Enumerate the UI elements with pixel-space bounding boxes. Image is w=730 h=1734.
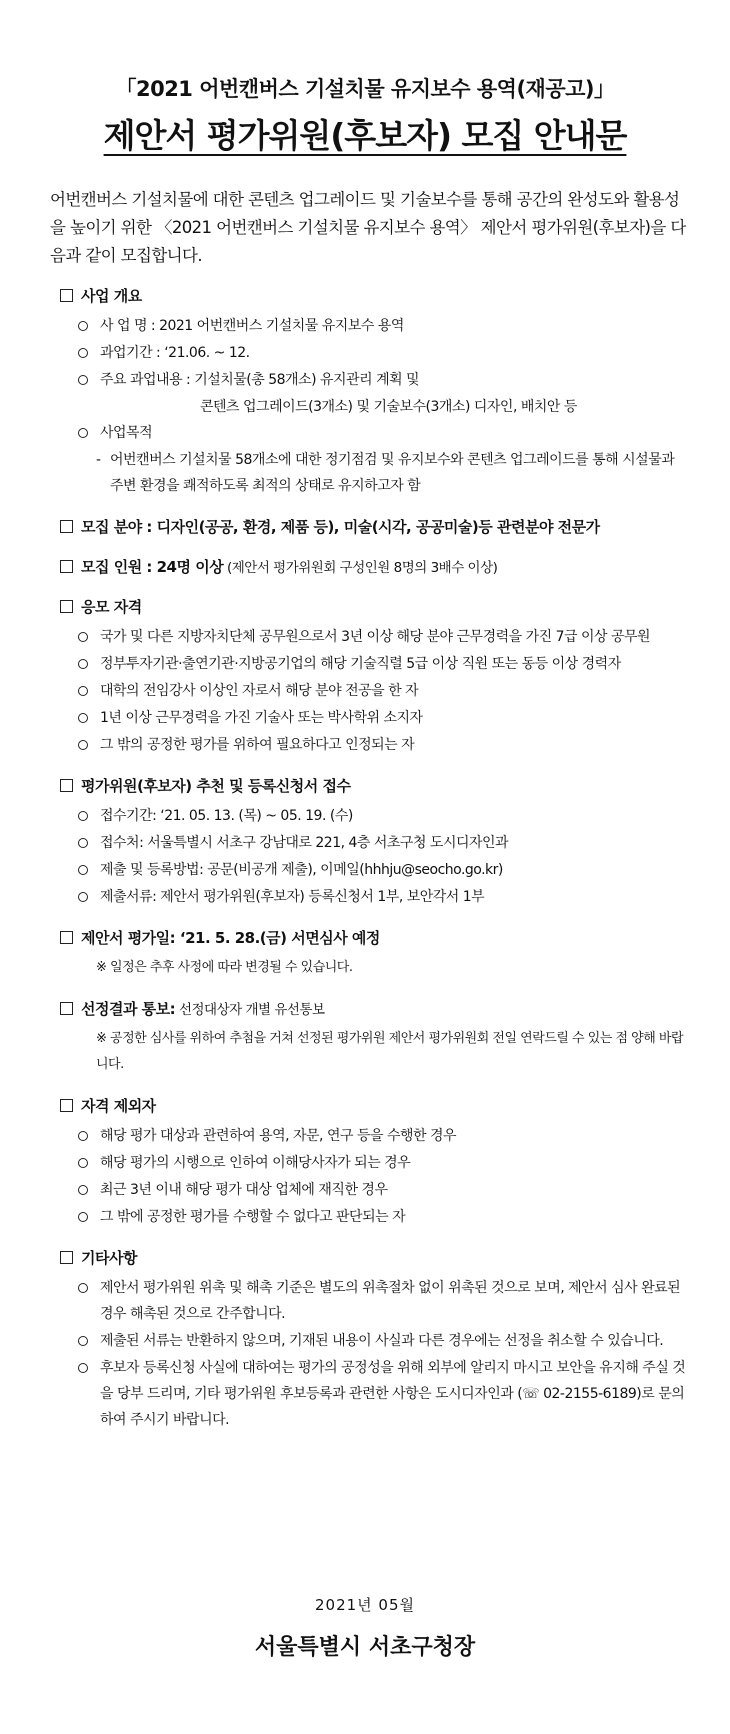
document-title — [0, 110, 730, 157]
list-item — [60, 340, 690, 366]
circle-bullet-icon — [78, 321, 88, 331]
circle-bullet-icon — [78, 1212, 88, 1222]
section-heading-text: 사업 개요 — [81, 287, 142, 305]
document-subtitle: 「2021 어번캔버스 기설치물 유지보수 용역(재공고)」 — [115, 77, 615, 101]
list-item-text: 제출서류: 제안서 평가위원(후보자) 등록신청서 1부, 보안각서 1부 — [100, 889, 485, 905]
list-item-text: 해당 평가 대상과 관련하여 용역, 자문, 연구 등을 수행한 경우 — [100, 1128, 457, 1144]
list-item-text: 제안서 평가위원 위촉 및 해촉 기준은 별도의 위촉절차 없이 위촉된 것으로 보며, 제안서 심사 완료된 경우 해촉된 것으로 간주합니다. — [100, 1280, 681, 1322]
section-heading — [60, 1246, 690, 1270]
list-item — [60, 1177, 690, 1203]
list-item — [60, 830, 690, 856]
list-item-text: 과업기간 : ‘21.06. ~ 12. — [100, 345, 250, 361]
dash-bullet-icon: - — [96, 452, 101, 468]
circle-bullet-icon — [78, 1283, 88, 1293]
section-heading-detail: (제안서 평가위원회 구성인원 8명의 3배수 이상) — [223, 560, 498, 576]
circle-bullet-icon — [78, 740, 88, 750]
section-heading — [60, 555, 690, 579]
section-heading — [60, 284, 690, 308]
list-item-text: 그 밖에 공정한 평가를 수행할 수 없다고 판단되는 자 — [100, 1209, 406, 1225]
circle-bullet-icon — [78, 838, 88, 848]
section-heading-text: 응모 자격 — [81, 598, 142, 616]
list-item — [60, 1355, 690, 1433]
section — [60, 284, 690, 499]
circle-bullet-icon — [78, 659, 88, 669]
section-heading-text: 모집 인원 : 24명 이상 — [81, 558, 224, 576]
section-heading-text: 제안서 평가일: ‘21. 5. 28.(금) 서면심사 예정 — [81, 929, 380, 947]
section — [60, 1246, 690, 1433]
list-item — [60, 1275, 690, 1327]
circle-bullet-icon — [78, 1131, 88, 1141]
section-heading — [60, 997, 690, 1021]
checkbox-square-icon — [60, 931, 73, 944]
section-heading — [60, 595, 690, 619]
footer-signature: 서울특별시 서초구청장 — [254, 1635, 476, 1660]
section-note: ※ 공정한 심사를 위하여 추첨을 거쳐 선정된 평가위원 제안서 평가위원회 전일 연락드릴 수 있는 점 양해 바랍니다. — [96, 1031, 684, 1072]
list-item-text: 그 밖의 공정한 평가를 위하여 필요하다고 인정되는 자 — [100, 737, 415, 753]
circle-bullet-icon — [78, 811, 88, 821]
list-item — [60, 705, 690, 731]
section-note: ※ 일정은 추후 사정에 따라 변경될 수 있습니다. — [96, 960, 353, 975]
circle-bullet-icon — [78, 348, 88, 358]
list-item — [60, 1150, 690, 1176]
list-item-text: 대학의 전임강사 이상인 자로서 해당 분야 전공을 한 자 — [100, 683, 419, 699]
list-item-text: 사업목적 — [100, 425, 153, 441]
footer-date: 2021년 05월 — [314, 1596, 415, 1614]
list-item — [60, 313, 690, 339]
list-item — [60, 678, 690, 704]
checkbox-square-icon — [60, 779, 73, 792]
list-item-text: 1년 이상 근무경력을 가진 기술사 또는 박사학위 소지자 — [100, 710, 423, 726]
section — [60, 595, 690, 758]
list-item — [60, 884, 690, 910]
section — [60, 997, 690, 1078]
list-item — [60, 857, 690, 883]
circle-bullet-icon — [78, 632, 88, 642]
circle-bullet-icon — [78, 428, 88, 438]
list-item — [60, 651, 690, 677]
circle-bullet-icon — [78, 1158, 88, 1168]
list-item-text: 해당 평가의 시행으로 인하여 이해당사자가 되는 경우 — [100, 1155, 411, 1171]
list-item-text: 접수기간: ‘21. 05. 13. (목) ~ 05. 19. (수) — [100, 808, 353, 824]
checkbox-square-icon — [60, 1251, 73, 1264]
circle-bullet-icon — [78, 713, 88, 723]
checkbox-square-icon — [60, 289, 73, 302]
list-item — [60, 367, 690, 393]
section — [60, 1094, 690, 1230]
section — [60, 515, 690, 539]
document-title-text: 제안서 평가위원(후보자) 모집 안내문 — [103, 116, 627, 155]
list-item — [60, 1204, 690, 1230]
section-heading-text: 기타사항 — [81, 1249, 137, 1267]
list-item-continuation: 콘텐츠 업그레이드(3개소) 및 기술보수(3개소) 디자인, 배치안 등 — [200, 399, 577, 415]
section — [60, 555, 690, 579]
section-heading — [60, 1094, 690, 1118]
section — [60, 774, 690, 910]
list-item-text: 국가 및 다른 지방자치단체 공무원으로서 3년 이상 해당 분야 근무경력을 가진 7급 이상 공무원 — [100, 629, 651, 645]
checkbox-square-icon — [60, 520, 73, 533]
list-item — [60, 1328, 690, 1354]
section-heading-detail: 선정대상자 개별 유선통보 — [175, 1002, 325, 1018]
section-heading-text: 모집 분야 : 디자인(공공, 환경, 제품 등), 미술(시각, 공공미술)등 관련분야 전문가 — [81, 518, 600, 536]
circle-bullet-icon — [78, 865, 88, 875]
checkbox-square-icon — [60, 600, 73, 613]
list-item — [60, 420, 690, 446]
section-heading — [60, 926, 690, 950]
list-item — [60, 803, 690, 829]
list-item-text: 제출된 서류는 반환하지 않으며, 기재된 내용이 사실과 다른 경우에는 선정을 취소할 수 있습니다. — [100, 1333, 664, 1349]
circle-bullet-icon — [78, 1363, 88, 1373]
list-item-text: 정부투자기관·출연기관·지방공기업의 해당 기술직렬 5급 이상 직원 또는 동등 이상 경력자 — [100, 656, 621, 672]
circle-bullet-icon — [78, 892, 88, 902]
circle-bullet-icon — [78, 375, 88, 385]
circle-bullet-icon — [78, 686, 88, 696]
section-heading — [60, 515, 690, 539]
circle-bullet-icon — [78, 1336, 88, 1346]
list-item — [60, 624, 690, 650]
list-item-text: 사 업 명 : 2021 어번캔버스 기설치물 유지보수 용역 — [100, 318, 404, 334]
list-item — [60, 732, 690, 758]
section-heading — [60, 774, 690, 798]
list-item-text: 주요 과업내용 : 기설치물(총 58개소) 유지관리 계획 및 — [100, 372, 420, 388]
checkbox-square-icon — [60, 1099, 73, 1112]
checkbox-square-icon — [60, 1002, 73, 1015]
intro-paragraph: 어번캔버스 기설치물에 대한 콘텐츠 업그레이드 및 기술보수를 통해 공간의 완성도와 활용성을 높이기 위한 〈2021 어번캔버스 기설치물 유지보수 용역〉 제안서 평가위원(후보자)을 다음과 같이 모집합니다. — [50, 190, 686, 265]
dash-subitem-text: 어번캔버스 기설치물 58개소에 대한 정기점검 및 유지보수와 콘텐츠 업그레이드를 통해 시설물과 주변 환경을 쾌적하도록 최적의 상태로 유지하고자 함 — [110, 452, 675, 494]
section-heading-text: 자격 제외자 — [81, 1097, 156, 1115]
section-heading-text: 평가위원(후보자) 추천 및 등록신청서 접수 — [81, 777, 351, 795]
list-item-text: 제출 및 등록방법: 공문(비공개 제출), 이메일(hhhju@seocho.go.kr) — [100, 862, 503, 878]
list-item-text: 최근 3년 이내 해당 평가 대상 업체에 재직한 경우 — [100, 1182, 388, 1198]
list-item-text: 접수처: 서울특별시 서초구 강남대로 221, 4층 서초구청 도시디자인과 — [100, 835, 509, 851]
list-item-text: 후보자 등록신청 사실에 대하여는 평가의 공정성을 위해 외부에 알리지 마시고 보안을 유지해 주실 것을 당부 드리며, 기타 평가위원 후보등록과 관련한 사항은 도시디자인과 (☏ 02-2155-6189)로 문의하여 주시기 바랍니다. — [100, 1360, 686, 1428]
list-item — [60, 1123, 690, 1149]
section-heading-text: 선정결과 통보: — [81, 1000, 176, 1018]
sections-container — [60, 284, 690, 1449]
circle-bullet-icon — [78, 1185, 88, 1195]
section — [60, 926, 690, 981]
dash-subitem — [60, 447, 690, 499]
checkbox-square-icon — [60, 560, 73, 573]
